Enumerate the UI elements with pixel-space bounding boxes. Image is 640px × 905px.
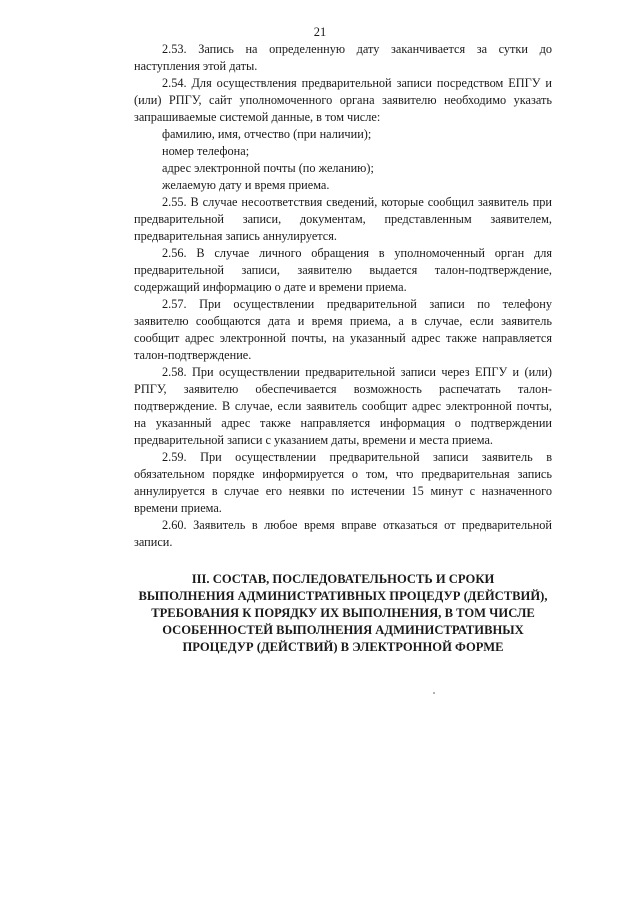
paragraph-number: 2.58.: [162, 365, 187, 379]
list-item-full-name: фамилию, имя, отчество (при наличии);: [162, 127, 372, 141]
paragraph-number: 2.56.: [162, 246, 187, 260]
section-heading-line: ТРЕБОВАНИЯ К ПОРЯДКУ ИХ ВЫПОЛНЕНИЯ, В ТОМ ЧИСЛЕ: [151, 606, 535, 620]
paragraph-number: 2.60.: [162, 518, 187, 532]
page-number: 21: [313, 25, 327, 39]
paragraph-2-60: [134, 517, 552, 551]
section-heading-line: ПРОЦЕДУР (ДЕЙСТВИЙ) В ЭЛЕКТРОННОЙ ФОРМЕ: [182, 640, 504, 654]
section-heading-line: ВЫПОЛНЕНИЯ АДМИНИСТРАТИВНЫХ ПРОЦЕДУР (ДЕЙСТВИЙ),: [138, 589, 548, 603]
paragraph-2-53: [134, 41, 552, 75]
paragraph-number: 2.59.: [162, 450, 187, 464]
paragraph-text: Для осуществления предварительной записи посредством ЕПГУ и (или) РПГУ, сайт уполномоченного органа заявителю необходимо указать запрашиваемые системой данные, в том числе:: [134, 76, 553, 124]
paragraph-2-55: [134, 194, 552, 245]
paragraph-number: 2.54.: [162, 76, 187, 90]
section-heading-line: III. СОСТАВ, ПОСЛЕДОВАТЕЛЬНОСТЬ И СРОКИ: [191, 572, 495, 586]
list-item-date-time: желаемую дату и время приема.: [162, 178, 330, 192]
paragraph-text: Запись на определенную дату заканчивается за сутки до наступления этой даты.: [134, 42, 552, 73]
paragraph-text: Заявитель в любое время вправе отказаться от предварительной записи.: [134, 518, 552, 549]
section-heading: [134, 571, 552, 656]
paragraph-text: При осуществлении предварительной записи по телефону заявителю сообщаются дата и время приема, а в случае, если заявитель сообщит адрес электронной почты, на указанный адрес также направляется талон-подтверждение.: [134, 297, 552, 362]
paragraph-2-57: [134, 296, 552, 364]
paragraph-2-59: [134, 449, 552, 517]
paragraph-text: В случае несоответствия сведений, которые сообщил заявитель при предварительной записи, документам, представленным заявителем, предварительная запись аннулируется.: [134, 195, 552, 243]
document-body: [134, 41, 552, 551]
paragraph-text: В случае личного обращения в уполномоченный орган для предварительной записи, заявителю выдается талон-подтверждение, содержащий информацию о дате и времени приема.: [134, 246, 552, 294]
list-item-email: адрес электронной почты (по желанию);: [162, 161, 374, 175]
list-item-phone: номер телефона;: [162, 144, 250, 158]
paragraph-2-58: [134, 364, 552, 449]
paragraph-number: 2.57.: [162, 297, 187, 311]
section-heading-line: ОСОБЕННОСТЕЙ ВЫПОЛНЕНИЯ АДМИНИСТРАТИВНЫХ: [162, 623, 524, 637]
paragraph-text: При осуществлении предварительной записи через ЕПГУ и (или) РПГУ, заявителю обеспечивается возможность распечатать талон-подтверждение. В случае, если заявитель сообщит адрес электронной почты, на указанный адрес также направляется информация о подтверждении предварительной записи с указанием даты, времени и места приема.: [134, 365, 552, 447]
scan-speck: [433, 692, 435, 694]
paragraph-2-56: [134, 245, 552, 296]
paragraph-number: 2.55.: [162, 195, 187, 209]
paragraph-number: 2.53.: [162, 42, 187, 56]
paragraph-text: При осуществлении предварительной записи заявитель в обязательном порядке информируется о том, что предварительная запись аннулируется в случае его неявки по истечении 15 минут с назначенного времени приема.: [134, 450, 552, 515]
paragraph-2-54: [134, 75, 552, 126]
